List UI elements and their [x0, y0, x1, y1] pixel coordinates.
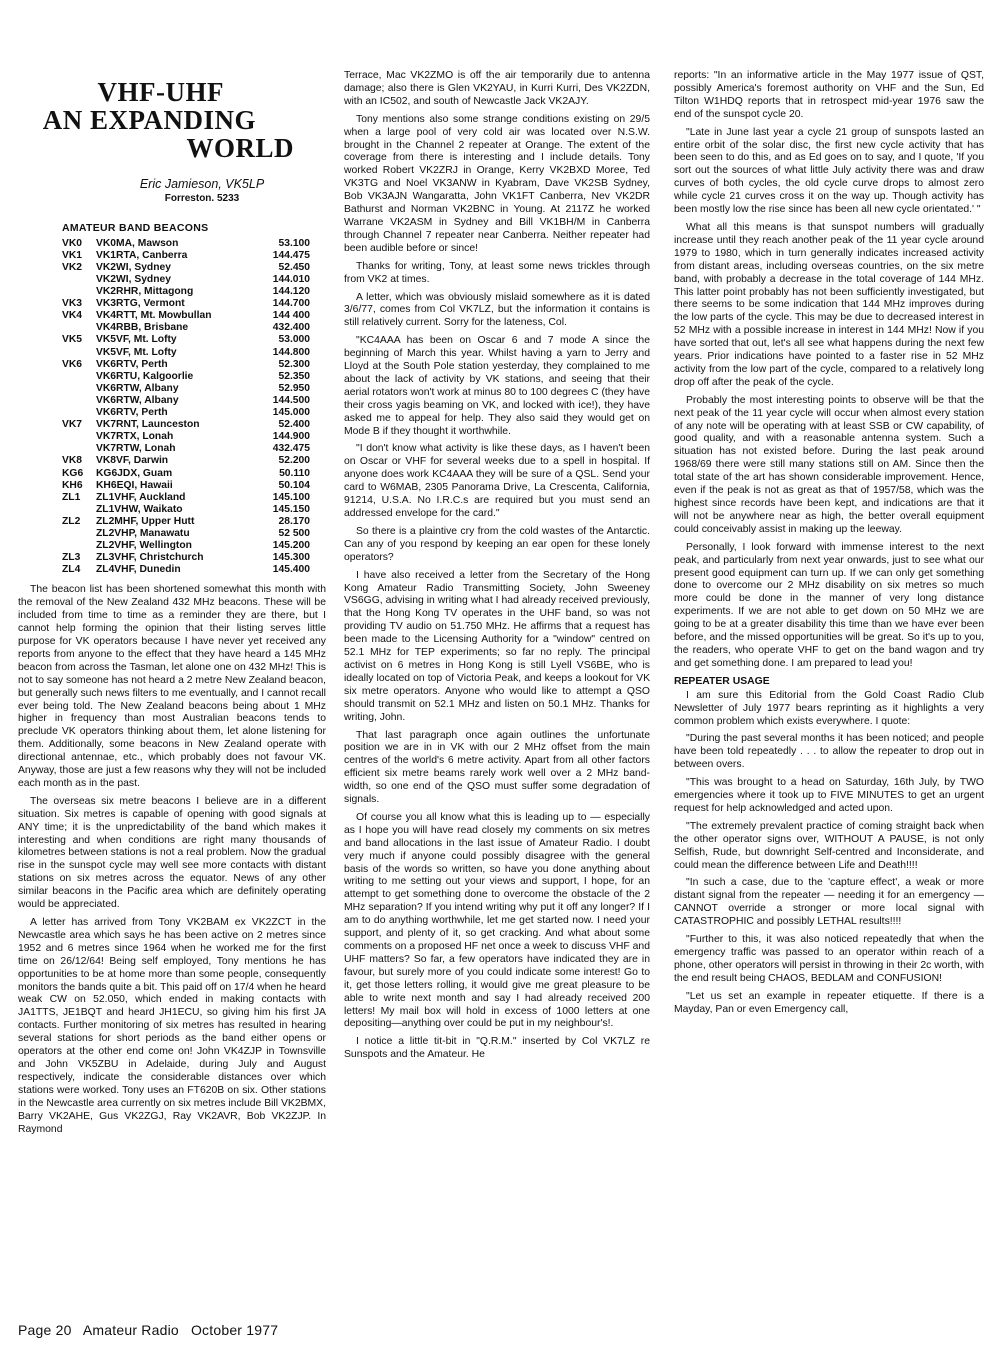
beacon-prefix: VK0 [62, 237, 83, 249]
beacon-frequency: 52.200 [278, 455, 310, 467]
beacon-station: ZL1VHW, Waikato [96, 503, 183, 515]
beacon-row [62, 564, 310, 576]
beacon-row [62, 395, 310, 407]
beacon-prefix: VK2 [62, 261, 83, 273]
paragraph: What all this means is that sunspot numbers will gradually increase until they reach another peak of the 11 year cycle around 1979 to 1980, which in turn generally indicates increased activity from distant areas, including overseas countries, on the six metre band, with probably a decrease in the total coverage of 144 MHz. This latter point probably has not been sufficiently investigated, but there seems to be some indication that 144 MHz improves during the low parts of the cycle. This may be due to decreased interest in 52 MHz with a possible increase in interest in 144 MHz! Now if you have sorted that out, let's all see what happens during the next few years. Prior indications have pointed to a faster rise in 52 MHz activity from the low part of the cycle, compared to a relatively long drop off after the peak of the cycle. [674, 221, 984, 388]
beacon-frequency: 144 400 [272, 310, 310, 322]
beacon-prefix: ZL3 [62, 552, 81, 564]
paragraph: Personally, I look forward with immense interest to the next peak, and particularly from next year onwards, just to see what our present good equipment can turn up. If we can only get something done to overcome our 2 MHz disability on six metres so much more could be done in the manner of very long distance experiments. If we are not able to get down on 50 MHz we are going to be at a greater disability this time than we have ever been before, and the missed opportunities will be great. So it's up to you, the readers, who operate VHF to get on the band wagon and try and get something done. I am prepared to lead you! [674, 541, 984, 669]
paragraph: "Late in June last year a cycle 21 group of sunspots lasted an entire orbit of the solar disc, the first new cycle activity that has been seen to do this, and as Ed goes on to say, and I quote, 'If you sort out the sources of what little July activity there was and draw curves of both cycles, the old cycle curve drops to almost zero while cycle 21 curves cross it on the way up. Though activity has been mostly low the rise since has been all new cycle orientated.' " [674, 126, 984, 216]
beacon-station: ZL2MHF, Upper Hutt [96, 515, 195, 527]
beacon-station: VK7RTW, Lonah [96, 443, 176, 455]
beacon-prefix [62, 383, 96, 395]
beacons-heading: AMATEUR BAND BEACONS [62, 221, 209, 234]
beacon-station: VK6RTV, Perth [96, 407, 168, 419]
paragraph: "In such a case, due to the 'capture effect', a weak or more distant signal from the repeater — needing it for an emergency — CANNOT override a stronger or more local signal with CATASTROPHIC and possibly LETHAL results!!!! [674, 877, 984, 928]
beacon-frequency: 50.110 [279, 467, 310, 479]
beacon-frequency: 52.950 [278, 382, 310, 394]
beacon-prefix [62, 274, 96, 286]
beacon-prefix [62, 407, 96, 419]
beacon-frequency: 145.400 [272, 564, 310, 576]
beacon-frequency: 52.350 [278, 370, 310, 382]
beacon-prefix: VK1 [62, 249, 83, 261]
beacon-row [62, 334, 310, 346]
beacon-prefix: KG6 [62, 467, 84, 479]
beacon-station: ZL4VHF, Dunedin [96, 564, 181, 576]
beacon-row [62, 286, 310, 298]
beacon-frequency: 53.000 [278, 334, 310, 346]
beacon-frequency: 145.300 [272, 552, 310, 564]
beacon-station: VK5VF, Mt. Lofty [96, 334, 177, 346]
beacon-station: VK1RTA, Canberra [96, 249, 188, 261]
author-byline: Eric Jamieson, VK5LP [139, 177, 265, 191]
beacon-frequency: 144.900 [272, 431, 310, 443]
beacon-row [62, 250, 310, 262]
beacon-prefix [62, 504, 96, 516]
paragraph: Thanks for writing, Tony, at least some news trickles through from VK2 at times. [344, 260, 650, 285]
beacon-row [62, 262, 310, 274]
beacon-prefix: KH6 [62, 479, 83, 491]
beacon-table [62, 238, 310, 577]
beacon-row [62, 528, 310, 540]
paragraph: reports: "In an informative article in the May 1977 issue of QST, possibly America's foremost authority on VHF and the Sun, Ed Tilton W1HDQ reports that in retrospect mid-year 1976 saw the end of the sunspot cycle 20. [674, 70, 984, 120]
beacon-row [62, 552, 310, 564]
beacon-frequency: 144.700 [272, 298, 310, 310]
beacon-frequency: 53.100 [278, 237, 310, 249]
beacon-station: KH6EQI, Hawaii [96, 479, 173, 491]
beacon-station: VK3RTG, Vermont [96, 298, 185, 310]
beacon-station: VK2RHR, Mittagong [96, 286, 194, 298]
paragraph: "During the past several months it has been noticed; and people have been told repeatedly . . . to allow the repeater to drop out in between overs. [674, 733, 984, 771]
paragraph: The beacon list has been shortened somewhat this month with the removal of the New Zealand 432 MHz beacons. These will be included from time to time as a reminder they are there, but I cannot help forming the opinion that their listing serves little purpose for VK operators because I have never yet received any reports from anyone to the effect that they have heard a 145 MHz beacon from across the Tasman, let alone one on 432 MHz! This is not to say someone has not heard a 2 metre New Zealand beacon, but generally such news filters to me eventually, and I cannot recall ever being told. The New Zealand beacons being about 1 MHz higher in frequency than most Australian beacons tends to preclude VK operators thinking about them, let alone listening for them. Additionally, some beacons in New Zealand operate with directional antennae, etc., which probably does not favour VK. Anyway, those are just a few reasons why they will not be included each month as in the past. [18, 584, 326, 789]
beacon-prefix [62, 395, 96, 407]
beacon-station: ZL3VHF, Christchurch [96, 552, 204, 564]
paragraph: "This was brought to a head on Saturday, 16th July, by TWO emergencies where it took up to FIVE MINUTES to get an urgent request for help acknowledged and acted upon. [674, 777, 984, 814]
beacon-row [62, 468, 310, 480]
beacon-station: VK7RNT, Launceston [96, 419, 200, 431]
beacon-row [62, 504, 310, 516]
issue-date: October 1977 [190, 1322, 279, 1338]
page-footer [18, 1322, 286, 1338]
beacon-prefix: VK4 [62, 310, 83, 322]
paragraph: I am sure this Editorial from the Gold Coast Radio Club Newsletter of July 1977 bears reprinting as it highlights a very common problem which exists everywhere. I quote: [674, 689, 984, 727]
beacon-station: KG6JDX, Guam [96, 467, 173, 479]
paragraph: "Further to this, it was also noticed repeatedly that when the emergency traffic was passed to an operator within reach of a phone, other operators will persist in throwing in their 2c worth, with the end result being CHAOS, BEDLAM and CONFUSION! [674, 934, 984, 984]
beacon-frequency: 432.400 [272, 322, 310, 334]
beacon-frequency: 145.100 [272, 491, 310, 503]
paragraph: "Let us set an example in repeater etiquette. If there is a Mayday, Pan or even Emergency call, [674, 990, 984, 1015]
beacon-prefix [62, 371, 96, 383]
beacon-frequency: 145.000 [272, 407, 310, 419]
title-line-2: AN EXPANDING [42, 105, 256, 135]
article-title [18, 78, 326, 162]
column-2 [344, 70, 650, 1067]
beacon-prefix: VK6 [62, 358, 83, 370]
beacon-prefix [62, 431, 96, 443]
beacon-frequency: 52.300 [278, 358, 310, 370]
paragraph: "KC4AAA has been on Oscar 6 and 7 mode A since the beginning of March this year. Whilst having a yarn to Jerry and Lloyd at the South Pole station yesterday, they complained to me about the lack of activity by VK stations, and seeing that their aerial rotators won't work at minus 80 to 100 degrees C (they have their cross yagis beaming on VK, and locked with ice!), they have asked me to appeal for help. They also said they would get on Mode B if they thought it worthwhile. [344, 335, 650, 437]
beacon-frequency: 145.200 [272, 540, 310, 552]
beacon-row [62, 443, 310, 455]
column-3-body [674, 70, 984, 671]
beacon-station: VK2WI, Sydney [96, 261, 171, 273]
beacon-row [62, 310, 310, 322]
beacon-station: VK6RTW, Albany [96, 382, 179, 394]
title-line-3: WORLD [186, 133, 294, 163]
beacon-row [62, 455, 310, 467]
beacon-station: VK4RTT, Mt. Mowbullan [96, 310, 212, 322]
beacon-station: VK5VF, Mt. Lofty [96, 346, 177, 358]
beacon-row [62, 322, 310, 334]
beacon-station: ZL1VHF, Auckland [96, 491, 186, 503]
beacon-row [62, 480, 310, 492]
beacon-frequency: 50.104 [278, 479, 310, 491]
beacon-prefix [62, 322, 96, 334]
paragraph: A letter has arrived from Tony VK2BAM ex VK2ZCT in the Newcastle area which says he has been active on 2 metres since 1952 and 6 metres since 1964 when he worked me for the first time on 26/12/64! Being self employed, Tony mentions he has opportunities to be at home more than some people, consequently monitors the bands quite a bit. This paid off on 17/4 when he heard weak CW on 52.050, which ended in making contacts with JA1TTS, JE1BQT and heard JH1ECU, so giving him his first JA contacts. Further monitoring of six metres has resulted in hearing several stations for short periods as the band either opens or operators at the other end come on! John VK4ZJP in Townsville and John VK5ZBU in Adelaide, during July and August respectively, indicate the considerable distances over which stations were worked. Tony uses an FT620B on six. Other stations in the Newcastle area currently on six metres include Bill VK2BMX, Barry VK2AHE, Gus VK2ZGJ, Ray VK2AVR, Bob VK2ZJP. In Raymond [18, 917, 326, 1135]
beacon-frequency: 28.170 [278, 515, 310, 527]
beacon-row [62, 383, 310, 395]
paragraph: Of course you all know what this is leading up to — especially as I hope you will have read closely my comments on six metres and band allocations in the last issue of Amateur Radio. I doubt very much if anyone could possibly disagree with the general basis of the words so written, so have you done anything about writing to me setting out your views and support, I hope, for an attempt to get something done to overcome the obstacle of the 2 MHz separation? If you intend writing why put it off any longer? If I am to do anything worthwhile, let me get started now. I need your support, and plenty of it, so get cracking. And what about some comments on a proposed HF net once a week to discuss VHF and UHF matters? So far, a few operators have indicated they are in favour, but surely more of you could indicate some interest! Go to it, get those letters rolling, it would give me great pleasure to be able to write next month and say I had already received 200 letters! My mail box will hold in excess of 1000 letters at one depositing—anything over could be put in my neighbour's!. [344, 811, 650, 1030]
repeater-usage-heading: REPEATER USAGE [674, 675, 770, 687]
paragraph: I have also received a letter from the Secretary of the Hong Kong Amateur Radio Transmitting Society, John Sweeney VS6GG, advising in writing what I had already received previously, that the Hong Kong TV operates in the UHF band, so was not providing TV audio on 51.750 MHz. He affirms that a request has been made to the Licensing Authority for a "window" centred on 52.1 MHz for TEP experiments; so far no reply. The principal activist on 6 metres in Hong Kong is still Lyell VS6BE, who is ideally located on top of Victoria Peak, and keeps a lookout for VK six metre operators. Anyone who would like to attempt a QSO should transmit on 52.1 MHz and listen on 50.1 MHz. Thanks for writing, John. [344, 569, 650, 723]
beacon-row [62, 298, 310, 310]
paragraph: The overseas six metre beacons I believe are in a different situation. Six metres is capable of opening with good signals at ANY time; it is the unpredictability of the band which makes it interesting and when conditions are right many thousands of kilometres between stations is not a real problem. Now the gradual rise in the sunspot cycle may well see more contacts with distant stations on six metres across the equator. News of any other similar beacons in the Pacific area which are definitely operating would be appreciated. [18, 795, 326, 911]
beacon-frequency: 52.450 [278, 261, 310, 273]
beacon-frequency: 144.010 [272, 274, 310, 285]
beacon-station: ZL2VHF, Wellington [96, 540, 192, 552]
beacon-prefix [62, 347, 96, 359]
paragraph: "The extremely prevalent practice of coming straight back when the other operator signs over, WITHOUT A PAUSE, is not only Selfish, Rude, but downright Self-centred and Inconsiderate, and could mean the difference between Life and Death!!!! [674, 820, 984, 871]
paragraph: Probably the most interesting points to observe will be that the next peak of the 11 year cycle will occur when almost every station of any note will be operating with at least SSB or CW capability, of good quality, and with a reasonable antenna system. Such a situation has not existed before. During the last peak around 1968/69 there were still many stations still on AM. Since then the total state of the art has shown considerable improvement. Hence, even if the peak is not as great as that of 1957/58, which was the highest since records have been kept, and indications are that it will not be anywhere near as high, the better overall equipment could conceivably assist in making up the leeway. [674, 394, 984, 535]
paragraph: "I don't know what activity is like these days, as I haven't been on Oscar or VHF for several weeks due to a spell in hospital. If anyone does work KC4AAA they will be sure of a QSL. Send your card to W6MAB, 2305 Panorama Drive, La Crescenta, California, 91214, U.S.A. No I.R.C.s are required but you must send an addressed envelope for the card." [344, 443, 650, 519]
beacon-station: VK4RBB, Brisbane [96, 322, 189, 334]
beacon-station: ZL2VHP, Manawatu [96, 527, 190, 539]
paragraph: Tony mentions also some strange conditions existing on 29/5 when a large pool of very cold air was located over N.S.W. brought in the Channel 2 repeater at Orange. The extent of the coverage from there is interesting and I include details. Tony worked Robert VK2ZRJ in Orange, Kerry VK2BXD Moree, Ted VK3TG and Noel VK3ANW in Kyabram, Dave VK2SB Sydney, Bob VK3AJN Wangaratta, John VK1FT Canberra, Nev VK2DR Bathurst and Norman VK2BNC in Young. At 2117Z he worked Warrane VK2ASM in Sydney and Bill VK1BH/M in Canberra through Channel 7 repeater near Canberra. Neither repeater had been audible before or since! [344, 113, 650, 254]
beacon-frequency: 432.475 [272, 443, 310, 455]
paragraph: So there is a plaintive cry from the cold wastes of the Antarctic. Can any of you respond by keeping an ear open for these lonely operators? [344, 525, 650, 563]
title-line-1: VHF-UHF [97, 77, 224, 107]
beacon-frequency: 52 500 [278, 527, 310, 539]
beacon-station: VK6RTV, Perth [96, 358, 168, 370]
beacon-frequency: 52.400 [278, 419, 310, 431]
beacon-station: VK6RTW, Albany [96, 394, 179, 406]
beacon-row [62, 419, 310, 431]
beacon-station: VK7RTX, Lonah [96, 431, 174, 443]
beacon-row [62, 359, 310, 371]
paragraph: I notice a little tit-bit in "Q.R.M." inserted by Col VK7LZ re Sunspots and the Amateur. He [344, 1036, 650, 1061]
beacon-frequency: 144.500 [272, 394, 310, 406]
beacon-row [62, 274, 310, 286]
column-2-body [344, 70, 650, 1062]
beacon-frequency: 144.800 [272, 346, 310, 358]
beacon-prefix: ZL4 [62, 564, 81, 576]
column-1-body [18, 584, 326, 1136]
beacon-prefix [62, 286, 96, 298]
beacon-row [62, 492, 310, 504]
beacon-prefix [62, 540, 96, 552]
paragraph: Terrace, Mac VK2ZMO is off the air temporarily due to antenna damage; also there is Glen VK2YAU, in Kurri Kurri, Des VK2ZDN, with an IC502, and south of Newcastle Jack VK2AJY. [344, 70, 650, 107]
beacon-prefix: VK3 [62, 298, 83, 310]
beacon-prefix: VK7 [62, 419, 83, 431]
beacon-frequency: 144.475 [272, 249, 310, 261]
beacon-row [62, 371, 310, 383]
beacon-station: VK6RTU, Kalgoorlie [96, 370, 194, 382]
beacon-row [62, 516, 310, 528]
repeater-usage-body [674, 690, 984, 1017]
page-number: Page 20 [18, 1322, 72, 1338]
beacon-station: VK2WI, Sydney [96, 274, 171, 285]
paragraph: A letter, which was obviously mislaid somewhere as it is dated 3/6/77, comes from Col VK7LZ, but the information it contains is still relatively current. Sorry for the lateness, Col. [344, 291, 650, 329]
beacon-prefix [62, 443, 96, 455]
paragraph: That last paragraph once again outlines the unfortunate position we are in in VK with our 2 MHz offset from the main centres of the world's 6 metre activity. Apart from all other factors efficient six metre beams rarely work well over a 2 MHz band-width, so one end of the QSO must suffer some degradation of signals. [344, 729, 650, 806]
author-location: Forreston. 5233 [164, 192, 240, 204]
beacon-row [62, 540, 310, 552]
beacon-prefix [62, 528, 96, 540]
beacon-station: VK0MA, Mawson [96, 237, 179, 249]
column-1 [18, 70, 326, 1141]
beacon-prefix: ZL2 [62, 515, 81, 527]
beacon-row [62, 347, 310, 359]
beacon-prefix: VK5 [62, 334, 83, 346]
beacon-row [62, 238, 310, 250]
beacon-frequency: 145.150 [272, 503, 310, 515]
beacon-row [62, 407, 310, 419]
magazine-name: Amateur Radio [82, 1322, 179, 1338]
beacon-station: VK8VF, Darwin [96, 455, 169, 467]
beacon-prefix: VK8 [62, 455, 83, 467]
beacon-prefix: ZL1 [62, 491, 81, 503]
column-3 [674, 70, 984, 1022]
beacon-row [62, 431, 310, 443]
beacon-frequency: 144.120 [272, 286, 310, 298]
